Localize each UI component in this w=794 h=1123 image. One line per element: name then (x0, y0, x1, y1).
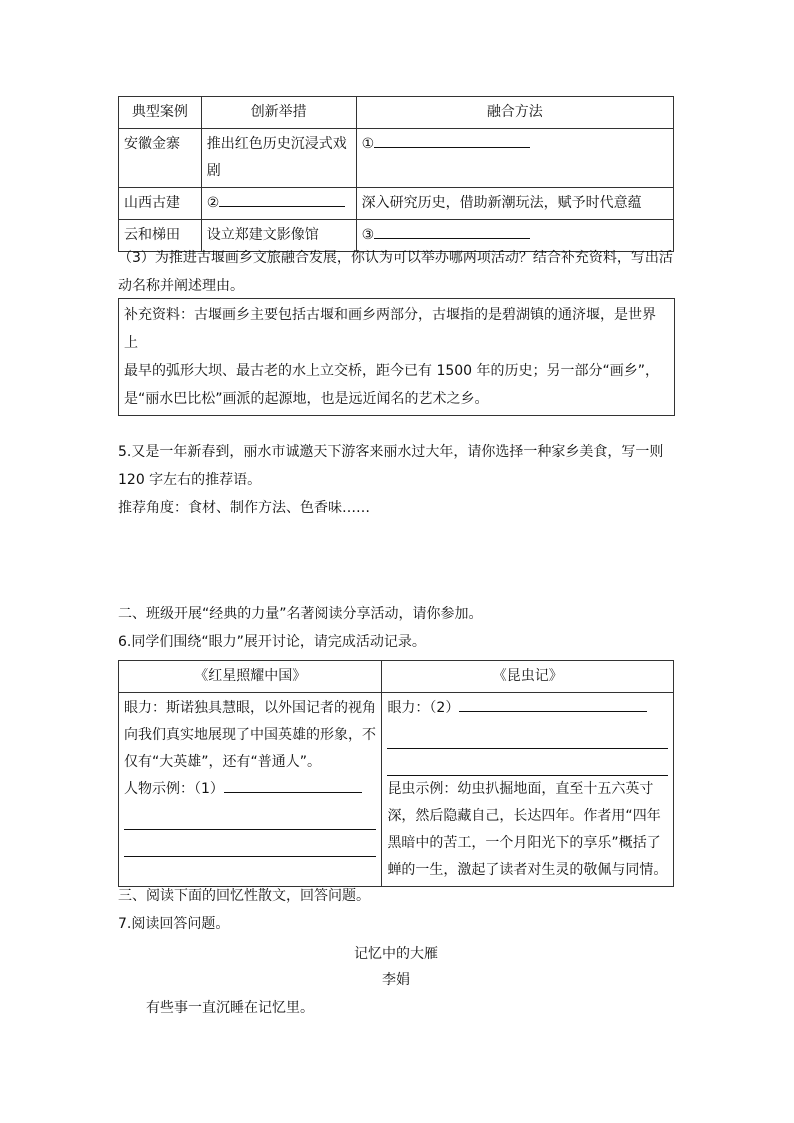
supplement-line: 是“丽水巴比松”画派的起源地，也是远近闻名的艺术之乡。 (124, 391, 489, 407)
insects-cell (382, 693, 674, 887)
question-line: 5.又是一年新春到，丽水市诚邀天下游客来丽水过大年，请你选择一种家乡美食，写一则 (118, 444, 664, 460)
table-row (119, 188, 674, 220)
cell-text-line: 眼力：斯诺独具慧眼，以外国记者的视角 (124, 700, 376, 716)
cell-text-line: 昆虫示例：幼虫扒掘地面，直至十五六英寸 (387, 781, 654, 797)
question-line: （3）为推进古堰画乡文旅融合发展，你认为可以举办哪两项活动？结合补充资料，写出活 (118, 250, 673, 266)
cell-text-line: 深，然后隐藏自己，长达四年。作者用“四年 (387, 808, 661, 824)
question-line: 120 字左右的推荐语。 (118, 472, 262, 488)
character-example-label: 人物示例：（1） (124, 781, 224, 797)
header-method: 融合方法 (356, 97, 673, 129)
cell-text-line: 向我们真实地展现了中国英雄的形象，不 (124, 727, 376, 743)
answer-marker: ③ (361, 227, 375, 243)
method-cell: 深入研究历史，借助新潮玩法，赋予时代意蕴 (356, 188, 673, 220)
question-5 (118, 438, 688, 522)
answer-line[interactable] (124, 830, 376, 857)
article-author: 李娟 (382, 972, 410, 988)
table-row (119, 129, 674, 188)
answer-blank[interactable] (374, 222, 530, 239)
answer-blank[interactable] (459, 695, 647, 712)
table-header-row (119, 661, 674, 693)
question-3 (118, 244, 688, 300)
question-line: 推荐角度：食材、制作方法、色香味…… (118, 500, 370, 516)
cell-text-line: 蝉的一生，激起了读者对生灵的敬佩与同情。 (387, 862, 668, 878)
header-case: 典型案例 (119, 97, 202, 129)
answer-blank[interactable] (224, 776, 362, 793)
cell-text-line: 仅有“大英雄”，还有“普通人”。 (124, 754, 322, 770)
measure-text-line: 剧 (206, 163, 221, 179)
section-2-heading (118, 600, 688, 656)
question-line: 动名称并阐述理由。 (118, 278, 244, 294)
red-star-cell (119, 693, 382, 887)
case-cell: 安徽金寨 (119, 129, 202, 188)
header-measure: 创新举措 (201, 97, 356, 129)
supplement-line: 补充资料：古堰画乡主要包括古堰和画乡两部分，古堰指的是碧湖镇的通济堰，是世界上 (124, 307, 656, 351)
character-example (124, 776, 376, 803)
answer-marker: ① (361, 136, 375, 152)
case-cell: 云和梯田 (119, 220, 202, 252)
measure-cell (201, 188, 356, 220)
header-insects: 《昆虫记》 (382, 661, 674, 693)
section-2-text: 二、班级开展“经典的力量”名著阅读分享活动，请你参加。 (118, 606, 483, 622)
article-title: 记忆中的大雁 (354, 946, 438, 962)
answer-blank[interactable] (374, 131, 530, 148)
method-cell (356, 129, 673, 188)
case-cell: 山西古建 (119, 188, 202, 220)
measure-text-line: 推出红色历史沉浸式戏 (206, 136, 347, 152)
question-6: 6.同学们围绕“眼力”展开讨论，请完成活动记录。 (118, 634, 426, 650)
innovation-table (118, 96, 674, 252)
section-3-heading (118, 882, 688, 938)
cell-text-line: 黑暗中的苦工，一个月阳光下的享乐”概括了 (387, 835, 661, 851)
answer-line[interactable] (387, 749, 668, 776)
answer-marker: ② (206, 195, 220, 211)
answer-line[interactable] (124, 803, 376, 830)
supplement-box (118, 298, 675, 416)
table-header-row (119, 97, 674, 129)
eyesight-answer (387, 695, 668, 722)
eyesight-table (118, 660, 674, 887)
header-red-star: 《红星照耀中国》 (119, 661, 382, 693)
section-3-text: 三、阅读下面的回忆性散文，回答问题。 (118, 888, 370, 904)
article-first-paragraph: 有些事一直沉睡在记忆里。 (146, 1000, 314, 1016)
measure-cell: 设立郑建文影像馆 (201, 220, 356, 252)
table-row (119, 693, 674, 887)
supplement-line: 最早的弧形大坝、最古老的水上立交桥，距今已有 1500 年的历史；另一部分“画乡”， (124, 363, 660, 379)
answer-line[interactable] (387, 722, 668, 749)
eyesight-label: 眼力：（2） (387, 700, 460, 716)
question-7: 7.阅读回答问题。 (118, 916, 230, 932)
measure-cell (201, 129, 356, 188)
answer-blank[interactable] (219, 190, 345, 207)
